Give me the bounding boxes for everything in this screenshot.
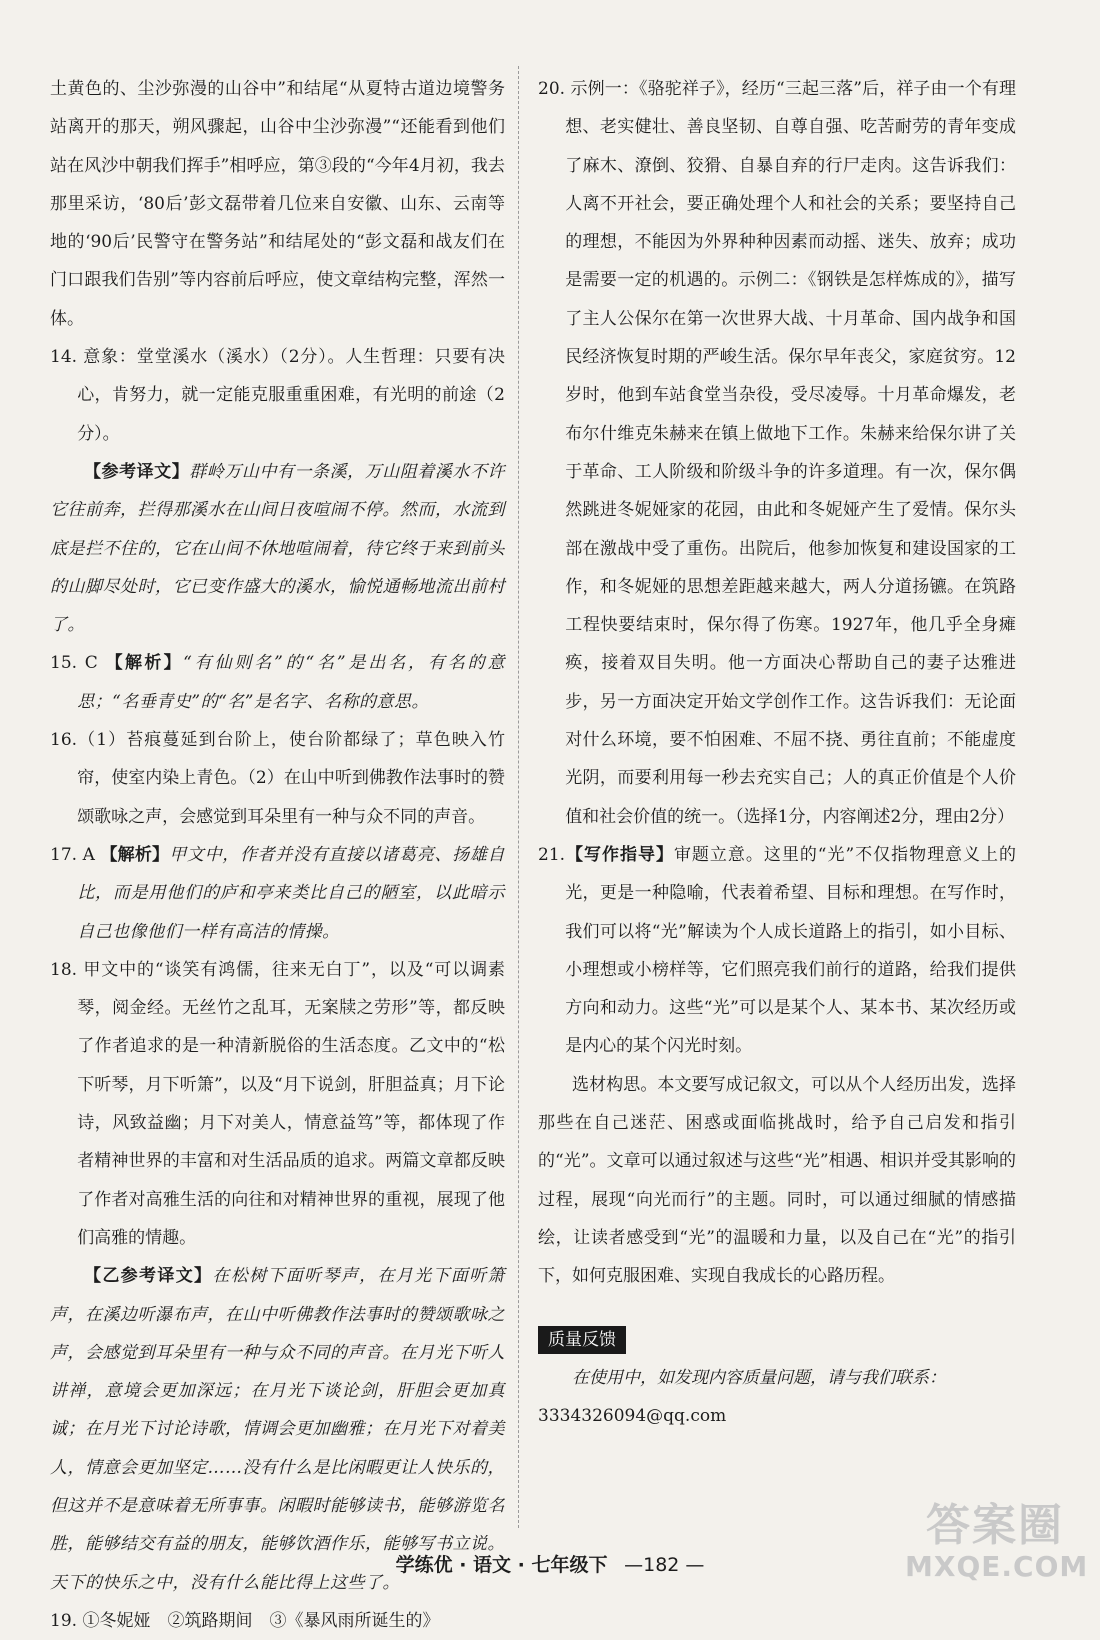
answer-18: 18. 甲文中的“谈笑有鸿儒，往来无白丁”，以及“可以调素琴，阅金经。无丝竹之乱耳，无案牍之劳形”等，都反映了作者追求的是一种清新脱俗的生活态度。乙文中的“松下听琴，月下听箫”，以及“月下说剑，肝胆益真；月下论诗，风致益幽；月下对美人，情意益笃”等，都体现了作者精神世界的丰富和对生活品质的追求。两篇文章都反映了作者对高雅生活的向往和对精神世界的重视，展现了他们高雅的情趣。 [50, 959, 505, 1248]
answer-15 [50, 644, 505, 721]
analysis-tag: 【解析】 [100, 844, 170, 865]
watermark-text: 答案圈 [926, 1500, 1064, 1551]
answer-15-analysis: “有仙则名”的“名”是出名，有名的意思；“名垂青史”的“名”是名字、名称的意思。 [77, 653, 506, 712]
left-column [50, 70, 505, 1640]
translation-text: 在松树下面听琴声，在月光下面听箫声，在溪边听瀑布声，在山中听佛教作法事时的赞颂歌咏之声，会感觉到耳朵里有一种与众不同的声音。在月光下听人讲禅，意境会更加深远；在月光下谈论剑，肝胆会更加真诚；在月光下讨论诗歌，情调会更加幽雅；在月光下对着美人，情意会更加坚定……没有什么是比闲暇更让人快乐的，但这并不是意味着无所事事。闲暇时能够读书，能够游览名胜，能够结交有益的朋友，能够饮酒作乐，能够写书立说。天下的快乐之中，没有什么能比得上这些了。 [50, 1266, 506, 1593]
answer-17-choice: 17. A [50, 844, 101, 865]
answer-16: 16.（1）苔痕蔓延到台阶上，使台阶都绿了；草色映入竹帘，使室内染上青色。（2）在山中听到佛教作法事时的赞颂歌咏之声，会感觉到耳朵里有一种与众不同的声音。 [50, 730, 505, 827]
reference-translation-tag: 【乙参考译文】 [84, 1266, 213, 1287]
feedback-email[interactable]: 3334326094@qq.com [538, 1406, 727, 1427]
answer-21-material: 选材构思。本文要写成记叙文，可以从个人经历出发，选择那些在自己迷茫、困惑或面临挑战时，给予自己启发和指引的“光”。文章可以通过叙述与这些“光”相遇、相识并受其影响的过程，展现“向光而行”的主题。同时，可以通过细腻的情感描绘，让读者感受到“光”的温暖和力量，以及自己在“光”的指引下，如何克服困难、实现自我成长的心路历程。 [538, 1074, 1016, 1287]
answer-21 [538, 836, 1016, 1066]
answer-21-text: 审题立意。这里的“光”不仅指物理意义上的光，更是一种隐喻，代表着希望、目标和理想。在写作时，我们可以将“光”解读为个人成长道路上的指引，如小目标、小理想或小榜样等，它们照亮我们前行的道路，给我们提供方向和动力。这些“光”可以是某个人、某本书、某次经历或是内心的某个闪光时刻。 [565, 844, 1016, 1057]
answer-21-number: 21. [538, 844, 566, 865]
watermark-logo [905, 1500, 1089, 1592]
feedback-title: 质量反馈 [538, 1326, 626, 1354]
answer-14-translation [50, 453, 505, 644]
footer-title: 学练优 · 语文 · 七年级下 [395, 1554, 608, 1576]
column-divider [518, 66, 519, 1528]
writing-guide-tag: 【写作指导】 [565, 844, 674, 865]
right-column [538, 70, 1016, 1435]
answer-20: 20. 示例一：《骆驼祥子》，经历“三起三落”后，祥子由一个有理想、老实健壮、善良坚韧、自尊自强、吃苦耐劳的青年变成了麻木、潦倒、狡猾、自暴自弃的行尸走肉。这告诉我们：人离不开社会，要正确处理个人和社会的关系；要坚持自己的理想，不能因为外界种种因素而动摇、迷失、放弃；成功是需要一定的机遇的。示例二：《钢铁是怎样炼成的》，描写了主人公保尔在第一次世界大战、十月革命、国内战争和国民经济恢复时期的严峻生活。保尔早年丧父，家庭贫穷。12岁时，他到车站食堂当杂役，受尽凌辱。十月革命爆发，老布尔什维克朱赫来在镇上做地下工作。朱赫来给保尔讲了关于革命、工人阶级和阶级斗争的许多道理。有一次，保尔偶然跳进冬妮娅家的花园，由此和冬妮娅产生了爱情。保尔头部在激战中受了重伤。出院后，他参加恢复和建设国家的工作，和冬妮娅的思想差距越来越大，两人分道扬镳。在筑路工程快要结束时，保尔得了伤寒。1927年，他几乎全身瘫痪，接着双目失明。他一方面决心帮助自己的妻子达雅进步，另一方面决定开始文学创作工作。这告诉我们：无论面对什么环境，要不怕困难、不屈不挠、勇往直前；不能虚度光阴，而要利用每一秒去充实自己；人的真正价值是个人价值和社会价值的统一。（选择1分，内容阐述2分，理由2分） [538, 79, 1016, 827]
translation-text: 群岭万山中有一条溪，万山阻着溪水不许它往前奔，拦得那溪水在山间日夜喧闹不停。然而，水流到底是拦不住的，它在山间不休地喧闹着，待它终于来到前头的山脚尽处时，它已变作盛大的溪水，愉悦通畅地流出前村了。 [50, 461, 506, 636]
answer-17 [50, 836, 505, 951]
answer-15-choice: 15. C [50, 653, 106, 674]
answer-14: 14. 意象：堂堂溪水（溪水）（2分）。人生哲理：只要有决心，肯努力，就一定能克服重重困难，有光明的前途（2分）。 [50, 347, 505, 444]
feedback-note: 在使用中，如发现内容质量问题，请与我们联系： [572, 1367, 946, 1388]
answer-13-continued: 土黄色的、尘沙弥漫的山谷中”和结尾“从夏特古道边境警务站离开的那天，朔风骤起，山谷中尘沙弥漫”“还能看到他们站在风沙中朝我们挥手”相呼应，第③段的“今年4月初，我去那里采访，‘80后’彭文磊带着几位来自安徽、山东、云南等地的‘90后’民警守在警务站”和结尾处的“彭文磊和战友们在门口跟我们告别”等内容前后呼应，使文章结构完整，浑然一体。 [50, 79, 505, 329]
answer-19: 19. ①冬妮娅 ②筑路期间 ③《暴风雨所诞生的》 [50, 1610, 440, 1631]
watermark-url: MXQE.COM [905, 1550, 1089, 1583]
reference-translation-tag: 【参考译文】 [84, 461, 190, 482]
page-number: —182 — [624, 1554, 705, 1576]
answer-17-analysis: 甲文中，作者并没有直接以诸葛亮、扬雄自比，而是用他们的庐和亭来类比自己的陋室，以此暗示自己也像他们一样有高洁的情操。 [77, 844, 506, 942]
analysis-tag: 【解析】 [105, 653, 184, 674]
feedback-section [538, 1296, 1016, 1436]
